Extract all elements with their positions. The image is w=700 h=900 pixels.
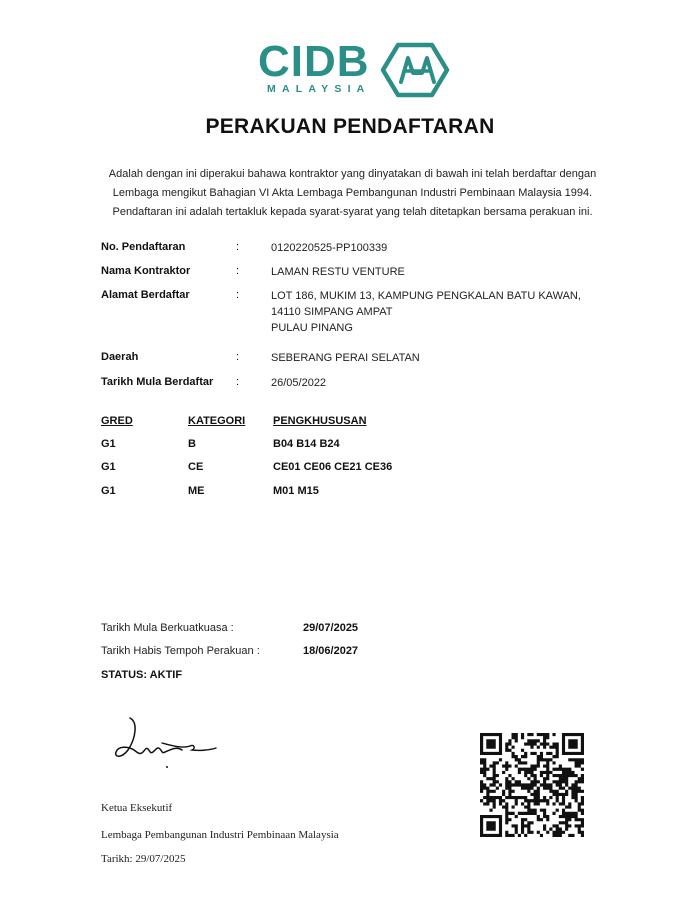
- registration-number-value: 0120220525-PP100339: [271, 242, 388, 254]
- effective-date-value: 29/07/2025: [303, 622, 359, 634]
- expiry-date-label: Tarikh Habis Tempoh Perakuan :: [101, 645, 260, 657]
- address-value: [271, 288, 581, 336]
- grade-cell: G1: [101, 485, 116, 497]
- logo-subtext: MALAYSIA: [267, 83, 371, 95]
- separator: :: [236, 289, 240, 301]
- grade-cell: G1: [101, 461, 116, 473]
- category-header: KATEGORI: [188, 415, 246, 427]
- cidb-emblem-icon: [380, 42, 450, 98]
- intro-paragraph: [90, 165, 615, 222]
- intro-line: Pendaftaran ini adalah tertakluk kepada syarat-syarat yang telah ditetapkan bersama perakuan ini.: [112, 206, 593, 218]
- category-cell: ME: [188, 485, 205, 497]
- intro-line: Adalah dengan ini diperakui bahawa kontraktor yang dinyatakan di bawah ini telah berdaftar dengan: [108, 168, 597, 180]
- registration-date-value: 26/05/2022: [271, 377, 327, 389]
- status-badge: STATUS: AKTIF: [101, 669, 183, 681]
- address-label: Alamat Berdaftar: [101, 289, 190, 301]
- specialization-cell: CE01 CE06 CE21 CE36: [273, 461, 393, 473]
- separator: :: [236, 376, 240, 388]
- signature-image: [110, 712, 225, 774]
- separator: :: [236, 265, 240, 277]
- address-line: 14110 SIMPANG AMPAT: [271, 306, 393, 318]
- district-value: SEBERANG PERAI SELATAN: [271, 352, 420, 364]
- cidb-logo: [258, 37, 458, 100]
- specialization-header: PENGKHUSUSAN: [273, 415, 367, 427]
- separator: :: [236, 351, 240, 363]
- grade-cell: G1: [101, 438, 116, 450]
- registration-number-label: No. Pendaftaran: [101, 241, 186, 253]
- intro-line: Lembaga mengikut Bahagian VI Akta Lembaga Pembangunan Industri Pembinaan Malaysia 1994.: [112, 187, 593, 199]
- logo-wordmark: CIDB: [258, 37, 370, 86]
- contractor-name-value: LAMAN RESTU VENTURE: [271, 266, 405, 278]
- signatory-title: Ketua Eksekutif: [101, 802, 173, 814]
- signatory-organization: Lembaga Pembangunan Industri Pembinaan Malaysia: [101, 829, 339, 841]
- signatory-date: Tarikh: 29/07/2025: [101, 853, 186, 865]
- separator: :: [236, 241, 240, 253]
- expiry-date-value: 18/06/2027: [303, 645, 359, 657]
- specialization-cell: M01 M15: [273, 485, 319, 497]
- address-line: PULAU PINANG: [271, 322, 353, 334]
- grade-header: GRED: [101, 415, 133, 427]
- page-title: PERAKUAN PENDAFTARAN: [205, 115, 495, 138]
- category-cell: CE: [188, 461, 204, 473]
- district-label: Daerah: [101, 351, 139, 363]
- qr-code: [480, 733, 584, 837]
- registration-date-label: Tarikh Mula Berdaftar: [101, 376, 214, 388]
- category-cell: B: [188, 438, 196, 450]
- effective-date-label: Tarikh Mula Berkuatkuasa :: [101, 622, 234, 634]
- contractor-name-label: Nama Kontraktor: [101, 265, 191, 277]
- qr-modules: [480, 733, 584, 837]
- specialization-cell: B04 B14 B24: [273, 438, 340, 450]
- address-line: LOT 186, MUKIM 13, KAMPUNG PENGKALAN BATU KAWAN,: [271, 290, 581, 302]
